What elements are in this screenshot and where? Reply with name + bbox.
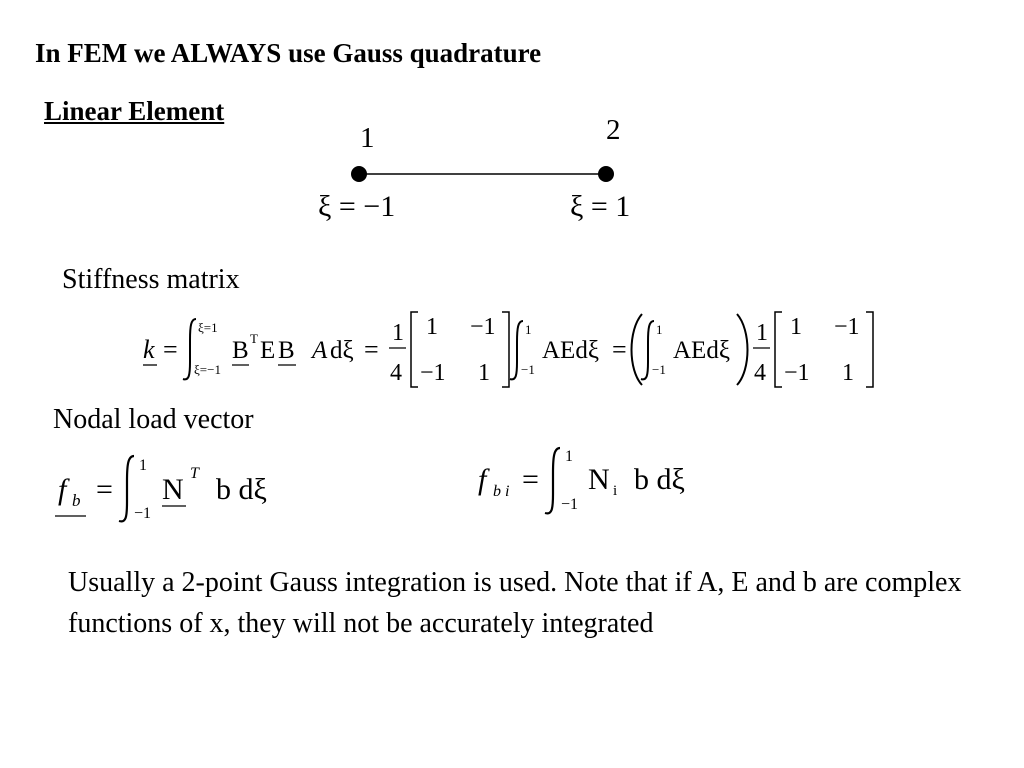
m2-12: −1 <box>834 314 860 340</box>
load-int1-lower: −1 <box>134 505 152 522</box>
frac-den-1: 4 <box>390 360 402 386</box>
m1-21: −1 <box>420 360 446 386</box>
equals-sign-3: = <box>612 335 627 364</box>
m1-12: −1 <box>470 314 496 340</box>
load-equals-1: = <box>96 473 113 506</box>
int3-lower: −1 <box>652 362 666 377</box>
f-symbol-2: f <box>478 463 487 496</box>
integrand-2: AEdξ <box>673 337 730 364</box>
equals-sign-2: = <box>364 335 379 364</box>
frac-den-2: 4 <box>754 360 766 386</box>
section-subtitle: Linear Element <box>44 96 225 126</box>
int-lower-limit: ξ=−1 <box>194 362 221 377</box>
m2-22: 1 <box>842 360 854 386</box>
gauss-note: Usually a 2-point Gauss integration is used. Note that if A, E and b are complex functions of x, they will not be accurately integrated <box>68 567 962 639</box>
int-upper-limit: ξ=1 <box>198 320 218 335</box>
f-symbol: f <box>58 473 67 506</box>
load-int2-upper: 1 <box>565 448 573 465</box>
m1-22: 1 <box>478 360 490 386</box>
node-2-label: 2 <box>606 114 621 146</box>
slide-title: In FEM we ALWAYS use Gauss quadrature <box>35 38 542 68</box>
int3-upper: 1 <box>656 322 663 337</box>
load-integrand-1: b dξ <box>216 473 267 506</box>
load-integral-2 <box>545 448 560 513</box>
load-equals-2: = <box>522 463 539 496</box>
load-heading: Nodal load vector <box>53 404 254 435</box>
A-symbol: A <box>312 337 328 364</box>
node-1-label: 1 <box>360 122 375 154</box>
load-int2-lower: −1 <box>561 496 579 513</box>
integrand-1: AEdξ <box>542 337 599 364</box>
equals-sign: = <box>163 335 178 364</box>
E-symbol: E <box>260 337 276 364</box>
N-symbol: N <box>162 473 184 506</box>
B-symbol: B <box>278 337 295 364</box>
frac-num-1: 1 <box>392 320 404 346</box>
stiffness-heading: Stiffness matrix <box>62 264 240 295</box>
int2-lower: −1 <box>521 362 535 377</box>
frac-num-2: 1 <box>756 320 768 346</box>
transpose-sup: T <box>250 331 258 346</box>
B-transpose: B <box>232 337 249 364</box>
N-transpose-sup: T <box>190 465 199 482</box>
m2-21: −1 <box>784 360 810 386</box>
m2-11: 1 <box>790 314 802 340</box>
load-integral-1 <box>119 456 134 521</box>
dxi-1: dξ <box>330 337 354 364</box>
node-2-coordinate: ξ = 1 <box>570 190 631 223</box>
f-subscript-bi: b i <box>493 483 510 500</box>
Ni-subscript: i <box>613 483 618 499</box>
k-symbol: k <box>143 335 155 364</box>
node-1-coordinate: ξ = −1 <box>318 190 396 223</box>
int2-upper: 1 <box>525 322 532 337</box>
load-integrand-2: b dξ <box>634 463 685 496</box>
load-int1-upper: 1 <box>139 457 147 474</box>
f-subscript-b: b <box>72 491 81 510</box>
Ni-symbol: N <box>588 463 610 496</box>
m1-11: 1 <box>426 314 438 340</box>
